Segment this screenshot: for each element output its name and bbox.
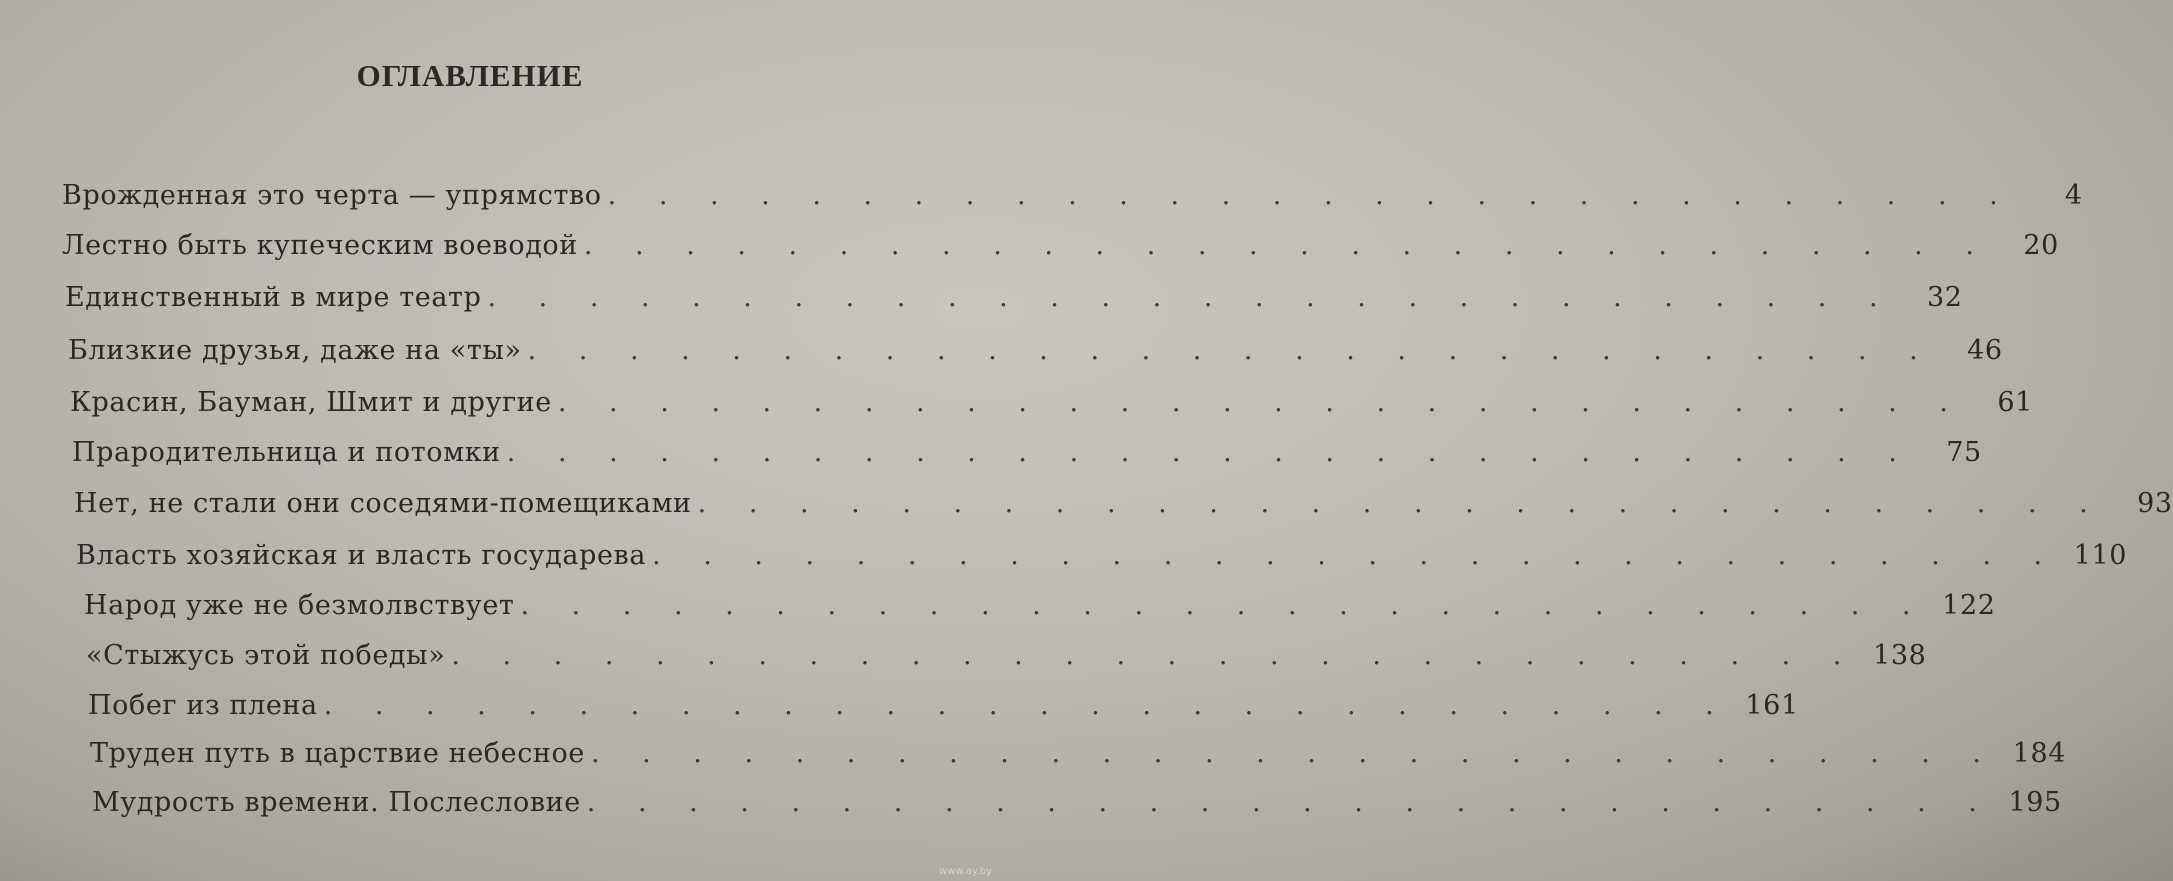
toc-entry-page: 122 (1942, 590, 1996, 621)
toc-entry (88, 690, 1799, 730)
toc-entry-title: Власть хозяйская и власть государева (76, 540, 647, 571)
toc-entry (62, 180, 2083, 220)
toc-entry (68, 335, 2003, 375)
toc-entry-page: 75 (1946, 437, 1982, 468)
watermark: www.ay.by (939, 866, 992, 877)
toc-entry-page: 20 (2023, 230, 2059, 261)
toc-entry-title: Врожденная это черта — упрямство (62, 180, 602, 211)
toc-entry-page: 4 (2064, 180, 2083, 211)
toc-entry-title: Красин, Бауман, Шмит и другие (70, 387, 552, 418)
toc-entry-title: Побег из плена (88, 690, 318, 721)
toc-entry-page: 184 (2012, 738, 2067, 769)
toc-entry-page: 138 (1873, 640, 1927, 671)
toc-entry-page: 61 (1997, 387, 2033, 418)
toc-leader-dots: . . . . . . . . . . . . . . . . . . . . . . . . . . . . (487, 282, 1895, 313)
toc-leader-dots: . . . . . . . . . . . . . . . . . . . . . . . . . . . . (520, 590, 1928, 621)
toc-entry-title: Единственный в мире театр (65, 282, 482, 313)
toc-leader-dots: . . . . . . . . . . . . . . . . . . . . . . . . . . . . (586, 787, 1994, 818)
toc-leader-dots: . . . . . . . . . . . . . . . . . . . . . . . . . . . . (557, 387, 1965, 418)
toc-entry (76, 540, 2128, 580)
toc-entry-title: Близкие друзья, даже на «ты» (68, 335, 522, 366)
toc-entry-title: Мудрость времени. Послесловие (92, 787, 581, 818)
toc-entry-title: Труден путь в царствие небесное (90, 738, 585, 769)
toc-entry (74, 488, 2173, 528)
toc-entry-page: 32 (1926, 282, 1963, 313)
toc-entry-title: Нет, не стали они соседями-помещиками (74, 488, 692, 519)
toc-entry-page: 161 (1745, 690, 1799, 721)
toc-entry-title: Прародительница и потомки (72, 437, 501, 468)
toc-leader-dots: . . . . . . . . . . . . . . . . . . . . . . . . . . . . (323, 690, 1731, 721)
toc-entry-page: 110 (2073, 540, 2128, 571)
toc-entry (72, 437, 1982, 477)
toc-leader-dots: . . . . . . . . . . . . . . . . . . . . . . . . . . . . (652, 540, 2060, 571)
toc-leader-dots: . . . . . . . . . . . . . . . . . . . . . . . . . . . . (607, 180, 2015, 211)
toc-leader-dots: . . . . . . . . . . . . . . . . . . . . . . . . . . . . (451, 640, 1859, 671)
toc-leader-dots: . . . . . . . . . . . . . . . . . . . . . . . . . . . . (527, 335, 1935, 366)
toc-entry (65, 282, 1963, 322)
toc-entry (90, 738, 2067, 778)
toc-entry (84, 590, 1996, 630)
toc-entry (86, 640, 1927, 680)
toc-leader-dots: . . . . . . . . . . . . . . . . . . . . . . . . . . . . (583, 230, 1991, 261)
toc-leader-dots: . . . . . . . . . . . . . . . . . . . . . . . . . . . . (506, 437, 1914, 468)
toc-entry-title: «Стыжусь этой победы» (86, 640, 446, 671)
toc-entry-page: 46 (1967, 335, 2003, 366)
toc-entry-page: 93 (2137, 488, 2173, 519)
toc-title: ОГЛАВЛЕНИЕ (356, 58, 584, 93)
toc-leader-dots: . . . . . . . . . . . . . . . . . . . . . . . . . . . . (590, 738, 1999, 769)
toc-entry (62, 230, 2059, 270)
toc-entry (70, 387, 2033, 427)
toc-entry (92, 787, 2062, 827)
toc-entry-title: Народ уже не безмолвствует (84, 590, 515, 621)
toc-leader-dots: . . . . . . . . . . . . . . . . . . . . . . . . . . . . (697, 488, 2105, 519)
toc-entry-page: 195 (2008, 787, 2062, 818)
toc-entry-title: Лестно быть купеческим воеводой (62, 230, 578, 261)
